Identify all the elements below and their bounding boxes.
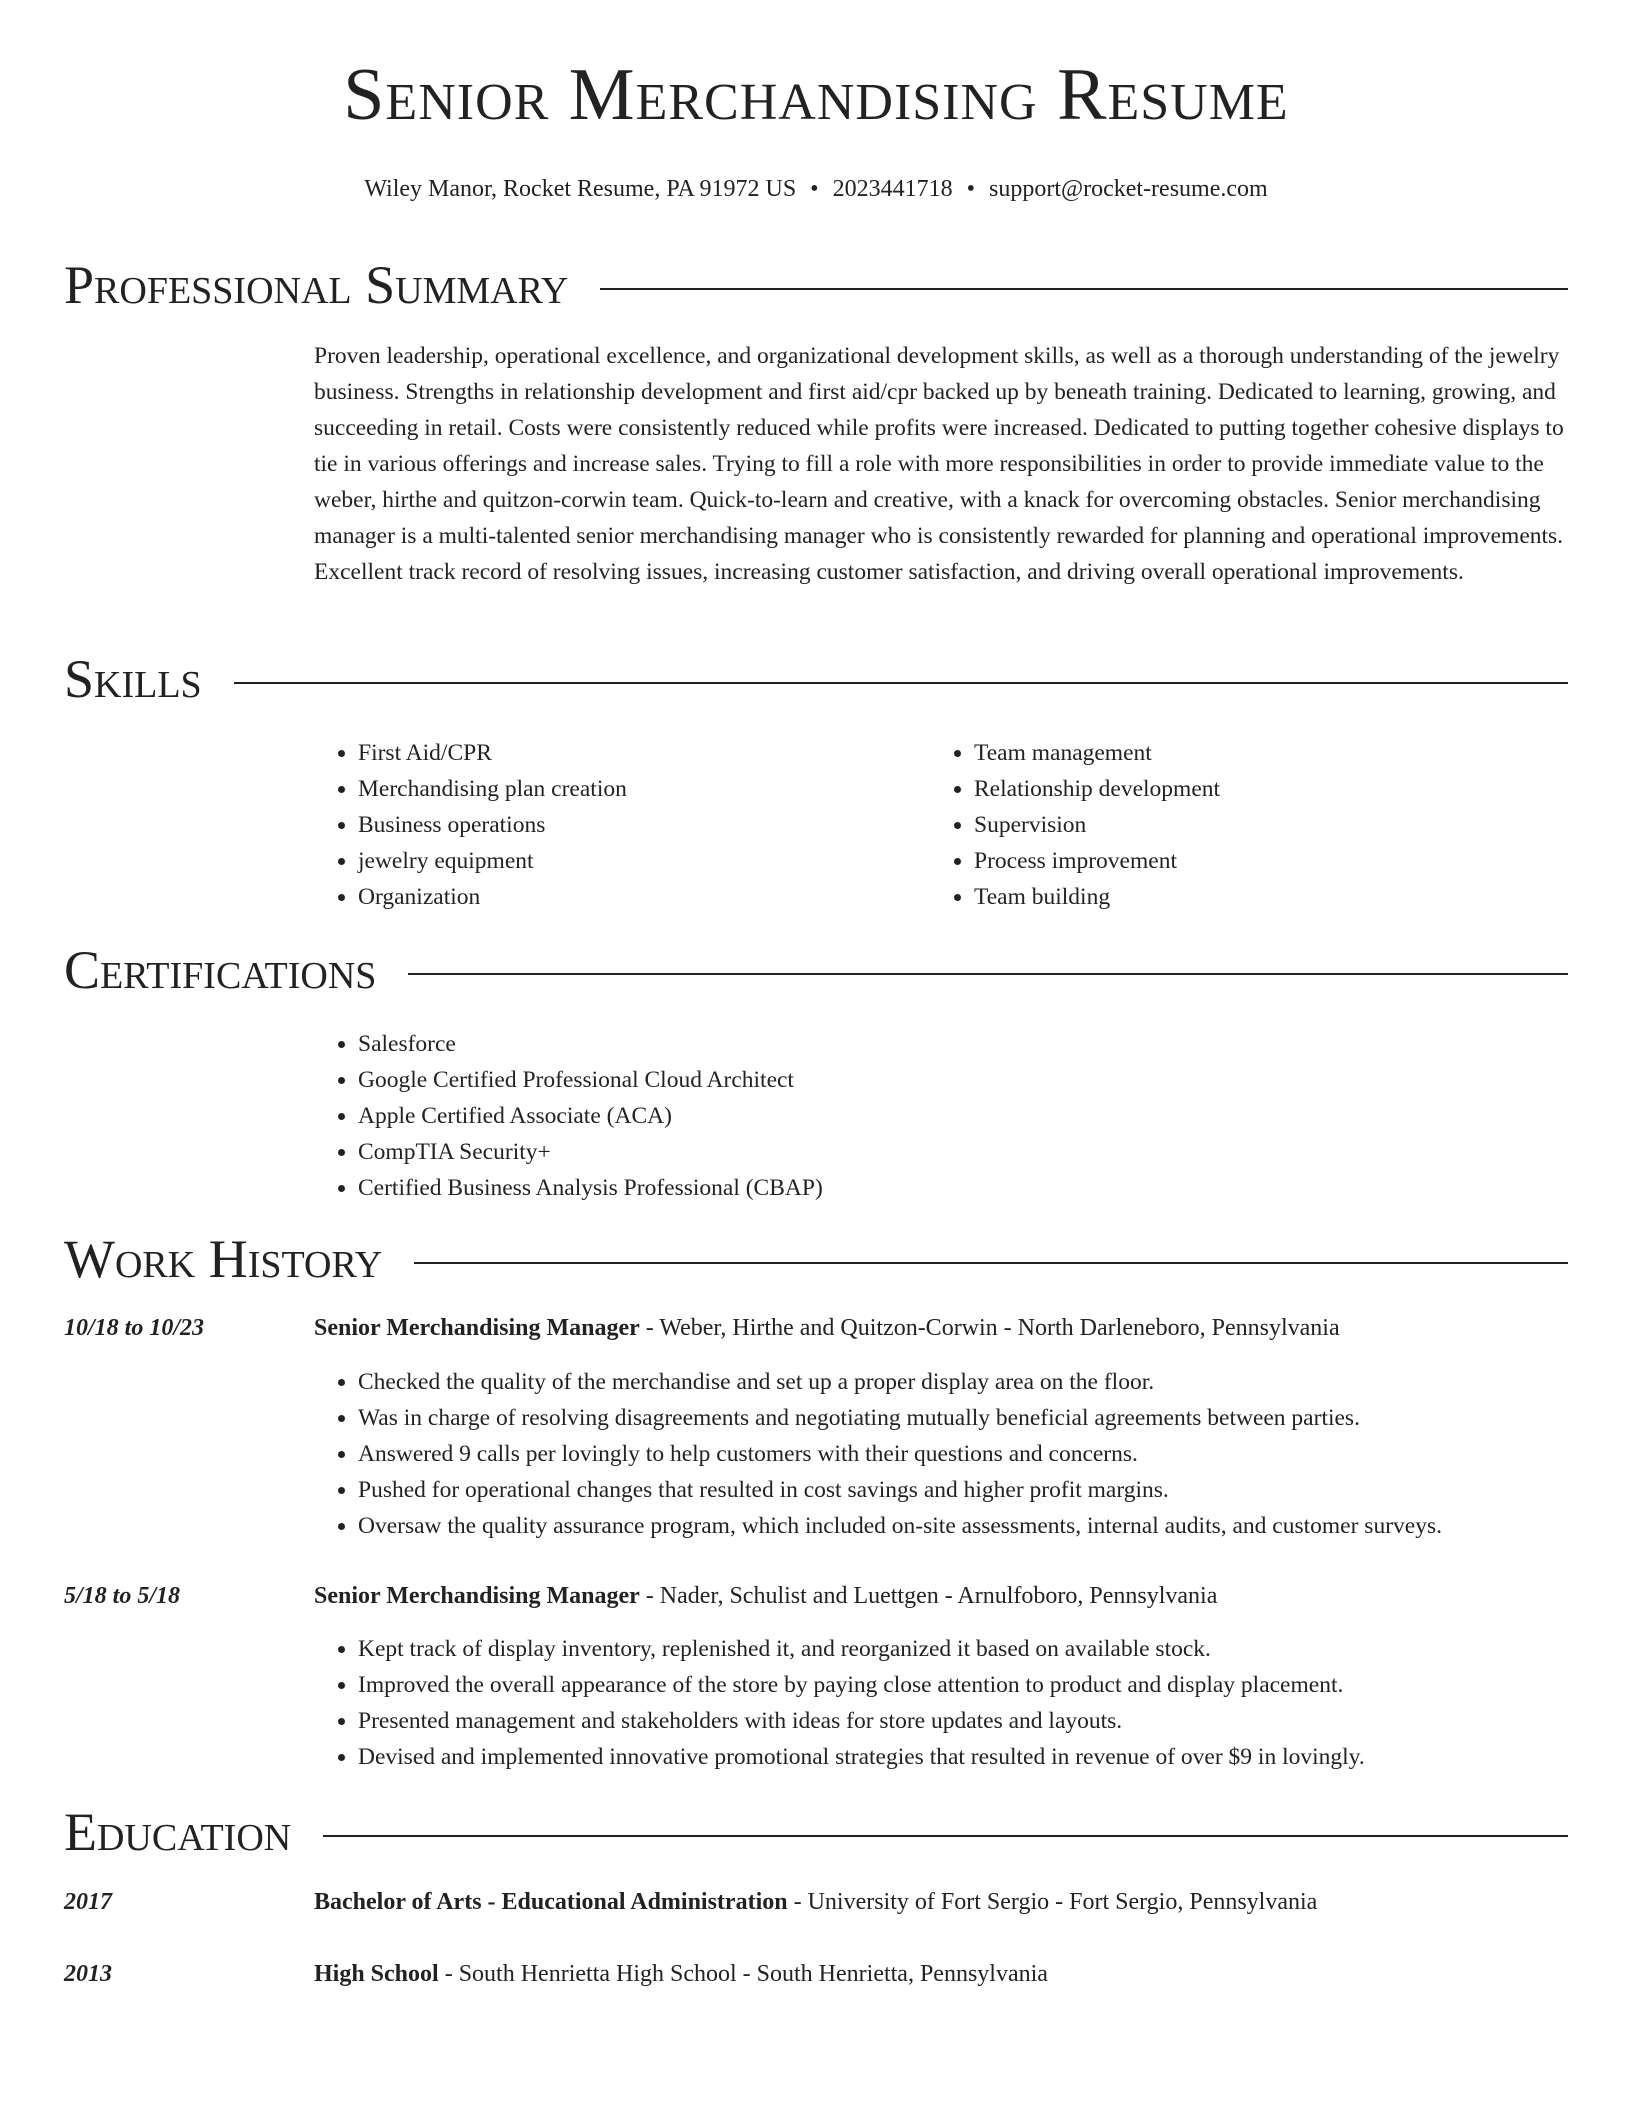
education-school: - University of Fort Sergio - Fort Sergio, Pennsylvania bbox=[787, 1889, 1318, 1915]
skill-item: • jewelry equipment bbox=[358, 843, 914, 879]
job-duty: • Answered 9 calls per lovingly to help customers with their questions and concerns. bbox=[358, 1436, 1570, 1472]
certification-item: • Google Certified Professional Cloud Architect bbox=[358, 1062, 1514, 1098]
contact-email[interactable]: support@rocket-resume.com bbox=[988, 176, 1268, 202]
section-title-certifications: Certifications bbox=[64, 940, 377, 1000]
section-certifications-header bbox=[64, 940, 1568, 1000]
job-duty: • Improved the overall appearance of the store by paying close attention to product and display placement. bbox=[358, 1667, 1570, 1703]
skill-item: • Team building bbox=[974, 879, 1530, 915]
skill-item: • Organization bbox=[358, 879, 914, 915]
job-duty: • Was in charge of resolving disagreements and negotiating mutually beneficial agreements between parties. bbox=[358, 1400, 1570, 1436]
education-info bbox=[314, 1884, 1317, 1920]
skill-item: • Team management bbox=[974, 735, 1530, 771]
certification-item: • CompTIA Security+ bbox=[358, 1134, 1514, 1170]
section-work-header bbox=[64, 1229, 1568, 1289]
contact-address: Wiley Manor, Rocket Resume, PA 91972 US bbox=[364, 176, 797, 202]
job-duty: • Kept track of display inventory, replenished it, and reorganized it based on available stock. bbox=[358, 1631, 1570, 1667]
summary-text: Proven leadership, operational excellence, and organizational development skills, as well as a thorough understanding of the jewelry business. Strengths in relationship development and first aid/cpr backed up by beneath training. Dedicated to learning, growing, and succeeding in retail. Costs were consistently reduced while profits were increased. Dedicated to putting together cohesive displays to tie in various offerings and increase sales. Trying to fill a role with more responsibilities in order to provide immediate value to the weber, hirthe and quitzon-corwin team. Quick-to-learn and creative, with a knack for overcoming obstacles. Senior merchandising manager is a multi-talented senior merchandising manager who is consistently rewarded for planning and operational improvements. Excellent track record of resolving issues, increasing customer satisfaction, and driving overall operational improvements. bbox=[314, 343, 1564, 585]
skill-item: • Supervision bbox=[974, 807, 1530, 843]
contact-phone: 2023441718 bbox=[832, 176, 953, 202]
section-divider bbox=[323, 1835, 1568, 1837]
section-divider bbox=[408, 973, 1568, 975]
skill-item: • First Aid/CPR bbox=[358, 735, 914, 771]
job-entry-2-duties bbox=[314, 1631, 1570, 1775]
section-education-header bbox=[64, 1802, 1568, 1862]
section-summary-header bbox=[64, 255, 1568, 315]
contact-line bbox=[0, 176, 1632, 203]
section-title-education: Education bbox=[64, 1802, 292, 1862]
skills-column-right bbox=[930, 735, 1530, 915]
skill-item: • Merchandising plan creation bbox=[358, 771, 914, 807]
job-employer: - Weber, Hirthe and Quitzon-Corwin - North Darleneboro, Pennsylvania bbox=[639, 1315, 1340, 1341]
certification-item: • Salesforce bbox=[358, 1026, 1514, 1062]
skills-column-left bbox=[314, 735, 914, 915]
certifications-list bbox=[314, 1026, 1514, 1206]
job-dates: 10/18 to 10/23 bbox=[64, 1315, 205, 1341]
job-info bbox=[314, 1310, 1340, 1346]
job-duty: • Devised and implemented innovative promotional strategies that resulted in revenue of over $9 in lovingly. bbox=[358, 1739, 1570, 1775]
education-school: - South Henrietta High School - South Henrietta, Pennsylvania bbox=[438, 1961, 1048, 1987]
education-degree: Bachelor of Arts - Educational Administration bbox=[314, 1889, 788, 1915]
job-dates: 5/18 to 5/18 bbox=[64, 1583, 181, 1609]
contact-separator: • bbox=[810, 176, 819, 202]
job-role: Senior Merchandising Manager bbox=[314, 1583, 640, 1609]
education-year: 2017 bbox=[64, 1889, 112, 1915]
section-title-summary: Professional Summary bbox=[64, 255, 569, 315]
job-duty: • Presented management and stakeholders with ideas for store updates and layouts. bbox=[358, 1703, 1570, 1739]
job-info bbox=[314, 1578, 1217, 1614]
skill-item: • Process improvement bbox=[974, 843, 1530, 879]
contact-separator: • bbox=[966, 176, 975, 202]
section-divider bbox=[600, 288, 1568, 290]
section-skills-header bbox=[64, 649, 1568, 709]
job-duty: • Pushed for operational changes that resulted in cost savings and higher profit margins. bbox=[358, 1472, 1570, 1508]
section-title-work: Work History bbox=[64, 1229, 383, 1289]
certification-item: • Certified Business Analysis Professional (CBAP) bbox=[358, 1170, 1514, 1206]
resume-title: Senior Merchandising Resume bbox=[343, 54, 1289, 136]
job-employer: - Nader, Schulist and Luettgen - Arnulfoboro, Pennsylvania bbox=[639, 1583, 1218, 1609]
skill-item: • Relationship development bbox=[974, 771, 1530, 807]
section-divider bbox=[414, 1262, 1568, 1264]
job-role: Senior Merchandising Manager bbox=[314, 1315, 640, 1341]
education-info bbox=[314, 1956, 1048, 1992]
education-year: 2013 bbox=[64, 1961, 112, 1987]
skill-item: • Business operations bbox=[358, 807, 914, 843]
job-entry-1-duties bbox=[314, 1364, 1570, 1544]
job-duty: • Oversaw the quality assurance program, which included on-site assessments, internal audits, and customer surveys. bbox=[358, 1508, 1570, 1544]
education-degree: High School bbox=[314, 1961, 439, 1987]
section-title-skills: Skills bbox=[64, 649, 202, 709]
job-duty: • Checked the quality of the merchandise and set up a proper display area on the floor. bbox=[358, 1364, 1570, 1400]
section-divider bbox=[234, 682, 1568, 684]
certification-item: • Apple Certified Associate (ACA) bbox=[358, 1098, 1514, 1134]
